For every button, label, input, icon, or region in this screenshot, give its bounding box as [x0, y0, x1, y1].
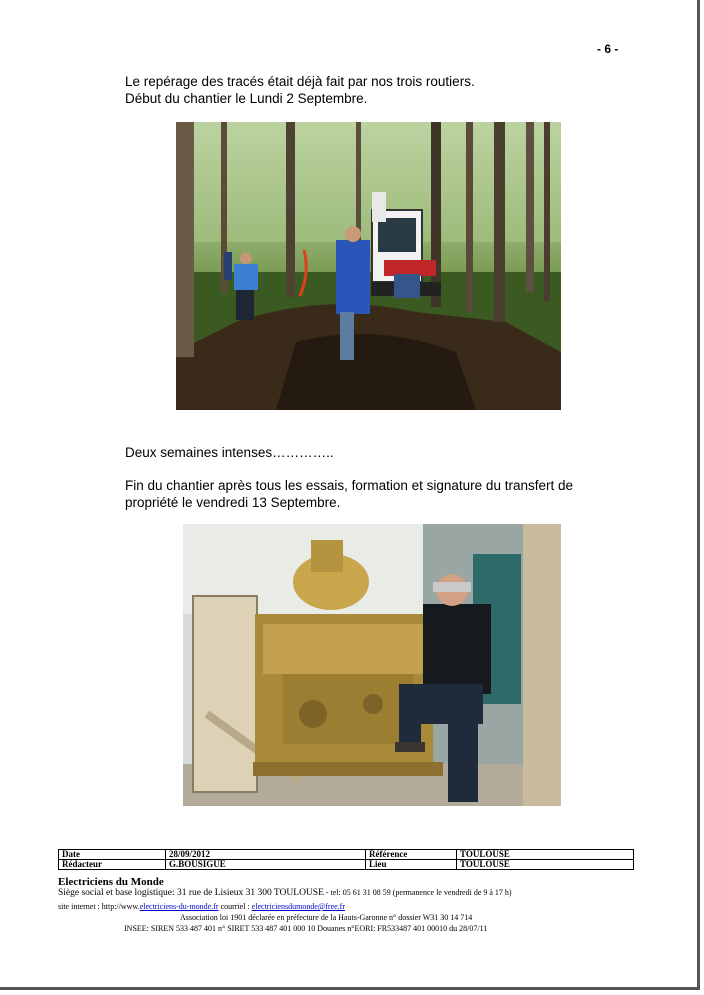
address-text: Siège social et base logistique: 31 rue de Lisieux 31 300 TOULOUSE [58, 888, 324, 898]
insee-line: INSEE: SIREN 533 487 401 n° SIRET 533 487 401 000 10 Douanes n°EORI: FR533487 401 00010 du 28/07/11 [124, 924, 488, 933]
date-value: 28/09/2012 [166, 850, 366, 860]
email-link[interactable]: electriciensdumonde@free.fr [251, 902, 345, 911]
author-value: G.BOUSIGUE [166, 860, 366, 870]
reference-value: TOULOUSE [457, 850, 634, 860]
association-line: Association loi 1901 déclarée en préfecture de la Hauts-Garonne n° dossier W31 30 14 714 [180, 913, 473, 922]
mail-label: courriel : [218, 902, 252, 911]
end-paragraph [125, 477, 573, 511]
intro-line-2: Début du chantier le Lundi 2 Septembre. [125, 91, 368, 106]
author-label: Rédacteur [59, 860, 166, 870]
intense-weeks-line: Deux semaines intenses………….. [125, 445, 334, 460]
organization-name: Electriciens du Monde [58, 876, 164, 888]
address-line [58, 888, 512, 898]
end-line-1: Fin du chantier après tous les essais, formation et signature du transfert de [125, 478, 573, 493]
end-line-2: propriété le vendredi 13 Septembre. [125, 495, 341, 510]
contact-line [58, 902, 345, 911]
document-meta-table [58, 849, 634, 870]
place-value: TOULOUSE [457, 860, 634, 870]
intro-line-1: Le repérage des tracés était déjà fait par nos trois routiers. [125, 74, 475, 89]
table-row [59, 860, 634, 870]
place-label: Lieu [366, 860, 457, 870]
generator-photo [183, 524, 561, 806]
forest-worksite-photo [176, 122, 561, 410]
page-number: - 6 - [597, 42, 619, 56]
website-link[interactable]: electriciens-du-monde.fr [139, 902, 219, 911]
date-label: Date [59, 850, 166, 860]
site-label: site internet : http://www. [58, 902, 140, 911]
intro-paragraph [125, 73, 475, 107]
table-row [59, 850, 634, 860]
phone-text: - tel: 05 61 31 08 59 (permanence le vendredi de 9 à 17 h) [323, 888, 512, 897]
reference-label: Référence [366, 850, 457, 860]
